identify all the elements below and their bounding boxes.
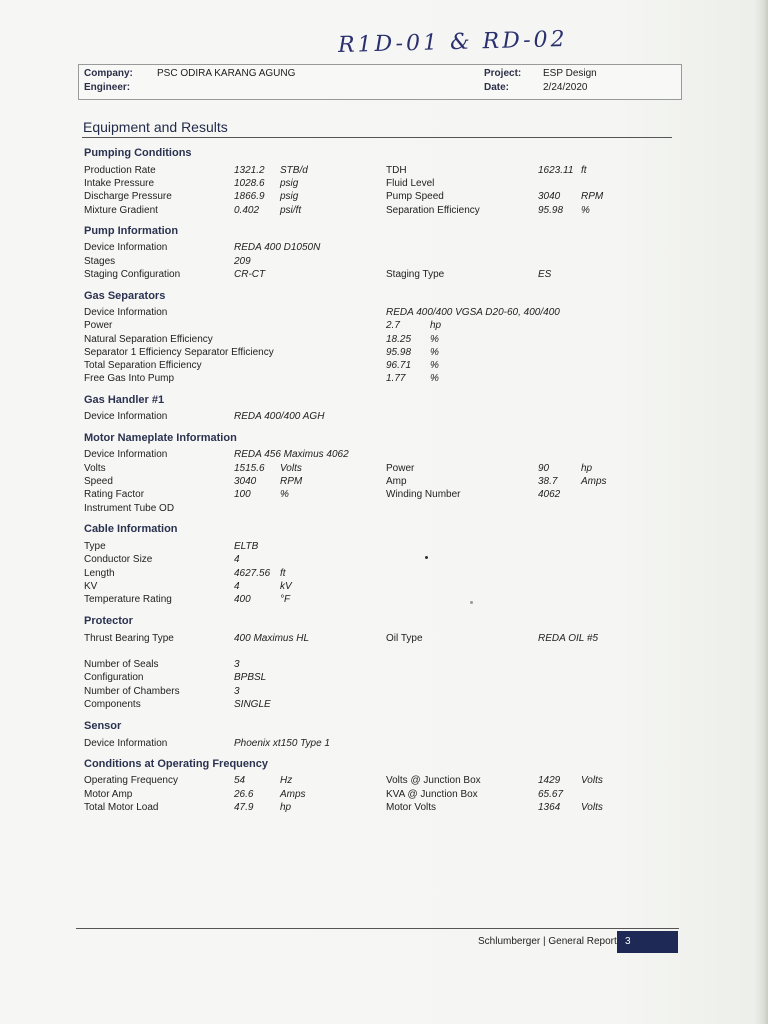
field-label: Power xyxy=(84,320,113,331)
field-unit: Amps xyxy=(581,476,607,487)
section-divider xyxy=(82,137,672,138)
field-value: ELTB xyxy=(234,541,259,552)
page-number-box xyxy=(617,931,678,953)
field-unit: % xyxy=(430,360,439,371)
field-label: Free Gas Into Pump xyxy=(84,373,175,384)
field-label: Separator 1 Efficiency Separator Efficiency xyxy=(84,347,274,358)
project-value: ESP Design xyxy=(543,68,597,79)
field-label: Operating Frequency xyxy=(84,775,178,786)
field-value: Phoenix xt150 Type 1 xyxy=(234,738,330,749)
field-value: 3040 xyxy=(234,476,257,487)
footer-divider xyxy=(76,928,679,929)
handwritten-note: R1D-01 & RD-02 xyxy=(337,26,568,59)
field-label: Fluid Level xyxy=(386,178,435,189)
field-value: REDA 400/400 AGH xyxy=(234,411,325,422)
field-label: Natural Separation Efficiency xyxy=(84,334,213,345)
field-value: SINGLE xyxy=(234,699,271,710)
field-label: Thrust Bearing Type xyxy=(84,633,174,644)
page-number: 3 xyxy=(625,936,631,947)
field-value: 1.77 xyxy=(386,373,406,384)
field-label: Motor Amp xyxy=(84,789,133,800)
field-label: Mixture Gradient xyxy=(84,205,158,216)
company-value: PSC ODIRA KARANG AGUNG xyxy=(157,68,296,79)
field-value: 38.7 xyxy=(538,476,558,487)
field-unit: RPM xyxy=(581,191,604,202)
field-unit: °F xyxy=(280,594,291,605)
field-label: Instrument Tube OD xyxy=(84,503,175,514)
section-title: Equipment and Results xyxy=(83,119,228,135)
field-unit: hp xyxy=(581,463,593,474)
field-label: Winding Number xyxy=(386,489,461,500)
field-label: Power xyxy=(386,463,415,474)
field-unit: Volts xyxy=(581,775,603,786)
group-title-gas-handler: Gas Handler #1 xyxy=(84,394,165,406)
field-label: Discharge Pressure xyxy=(84,191,172,202)
field-label: Volts @ Junction Box xyxy=(386,775,481,786)
field-value: 1028.6 xyxy=(234,178,265,189)
footer-text: Schlumberger | General Report xyxy=(478,936,617,947)
engineer-label: Engineer: xyxy=(84,82,131,93)
page-edge xyxy=(754,0,768,1024)
field-label: Length xyxy=(84,568,115,579)
field-unit: % xyxy=(581,205,590,216)
field-unit: Volts xyxy=(280,463,302,474)
field-value: 54 xyxy=(234,775,246,786)
field-unit: ft xyxy=(581,165,587,176)
field-unit: hp xyxy=(280,802,292,813)
field-value: 0.402 xyxy=(234,205,260,216)
field-value: 1623.11 xyxy=(538,165,574,176)
field-unit: psi/ft xyxy=(280,205,302,216)
field-value: 26.6 xyxy=(234,789,254,800)
field-label: Production Rate xyxy=(84,165,156,176)
field-label: Speed xyxy=(84,476,113,487)
field-label: Device Information xyxy=(84,411,168,422)
field-value: 400 xyxy=(234,594,251,605)
field-label: KV xyxy=(84,581,98,592)
field-label: Stages xyxy=(84,256,116,267)
field-label: Device Information xyxy=(84,449,168,460)
field-value: 4 xyxy=(234,581,240,592)
field-value: REDA OIL #5 xyxy=(538,633,599,644)
field-value: 209 xyxy=(234,256,251,267)
field-value: 3 xyxy=(234,686,240,697)
field-unit: psig xyxy=(280,191,299,202)
scan-speck xyxy=(425,556,428,559)
field-unit: psig xyxy=(280,178,299,189)
field-value: 47.9 xyxy=(234,802,254,813)
field-value: 18.25 xyxy=(386,334,412,345)
group-title-cable: Cable Information xyxy=(84,523,178,535)
field-label: Components xyxy=(84,699,141,710)
date-value: 2/24/2020 xyxy=(543,82,588,93)
field-value: 65.67 xyxy=(538,789,564,800)
field-value: 3040 xyxy=(538,191,561,202)
field-value: 90 xyxy=(538,463,550,474)
field-label: Number of Chambers xyxy=(84,686,180,697)
field-label: Volts xyxy=(84,463,106,474)
field-value: 1866.9 xyxy=(234,191,265,202)
field-value: 1364 xyxy=(538,802,561,813)
field-unit: ft xyxy=(280,568,286,579)
field-label: Temperature Rating xyxy=(84,594,172,605)
field-value: 400 Maximus HL xyxy=(234,633,310,644)
field-label: Total Motor Load xyxy=(84,802,159,813)
group-title-gas-separators: Gas Separators xyxy=(84,290,166,302)
group-title-pumping: Pumping Conditions xyxy=(84,147,192,159)
field-unit: % xyxy=(430,347,439,358)
group-title-motor: Motor Nameplate Information xyxy=(84,432,237,444)
field-label: Separation Efficiency xyxy=(386,205,480,216)
field-label: Device Information xyxy=(84,738,168,749)
field-label: Configuration xyxy=(84,672,144,683)
field-label: Conductor Size xyxy=(84,554,153,565)
field-value: BPBSL xyxy=(234,672,267,683)
field-unit: Hz xyxy=(280,775,293,786)
field-value: 1429 xyxy=(538,775,561,786)
field-value: 95.98 xyxy=(386,347,412,358)
field-value: REDA 456 Maximus 4062 xyxy=(234,449,349,460)
group-title-protector: Protector xyxy=(84,615,133,627)
field-unit: RPM xyxy=(280,476,303,487)
field-label: Type xyxy=(84,541,106,552)
field-value: 2.7 xyxy=(386,320,400,331)
field-value: 95.98 xyxy=(538,205,564,216)
field-value: 4 xyxy=(234,554,240,565)
field-label: Rating Factor xyxy=(84,489,145,500)
field-value: 3 xyxy=(234,659,240,670)
group-title-sensor: Sensor xyxy=(84,720,122,732)
field-label: Device Information xyxy=(84,307,168,318)
field-unit: % xyxy=(430,334,439,345)
field-label: Intake Pressure xyxy=(84,178,155,189)
field-label: Amp xyxy=(386,476,407,487)
field-unit: % xyxy=(430,373,439,384)
field-label: KVA @ Junction Box xyxy=(386,789,478,800)
field-label: Number of Seals xyxy=(84,659,159,670)
field-unit: Volts xyxy=(581,802,603,813)
project-label: Project: xyxy=(484,68,522,79)
field-value: 100 xyxy=(234,489,251,500)
field-label: TDH xyxy=(386,165,407,176)
field-label: Device Information xyxy=(84,242,168,253)
field-label: Oil Type xyxy=(386,633,423,644)
header-box xyxy=(78,64,682,100)
group-title-operating: Conditions at Operating Frequency xyxy=(84,758,268,770)
field-label: Staging Configuration xyxy=(84,269,181,280)
field-label: Motor Volts xyxy=(386,802,437,813)
field-unit: STB/d xyxy=(280,165,308,176)
field-value: 4062 xyxy=(538,489,561,500)
field-value: REDA 400/400 VGSA D20-60, 400/400 xyxy=(386,307,560,318)
field-value: 1321.2 xyxy=(234,165,265,176)
group-title-pump: Pump Information xyxy=(84,225,179,237)
field-value: CR-CT xyxy=(234,269,266,280)
field-value: 4627.56 xyxy=(234,568,271,579)
scan-speck xyxy=(470,601,473,604)
field-value: ES xyxy=(538,269,552,280)
field-value: REDA 400 D1050N xyxy=(234,242,321,253)
field-value: 96.71 xyxy=(386,360,412,371)
field-unit: kV xyxy=(280,581,292,592)
field-unit: Amps xyxy=(280,789,306,800)
field-label: Total Separation Efficiency xyxy=(84,360,202,371)
field-label: Pump Speed xyxy=(386,191,444,202)
field-unit: hp xyxy=(430,320,442,331)
field-value: 1515.6 xyxy=(234,463,265,474)
company-label: Company: xyxy=(84,68,133,79)
field-label: Staging Type xyxy=(386,269,445,280)
field-unit: % xyxy=(280,489,289,500)
date-label: Date: xyxy=(484,82,510,93)
